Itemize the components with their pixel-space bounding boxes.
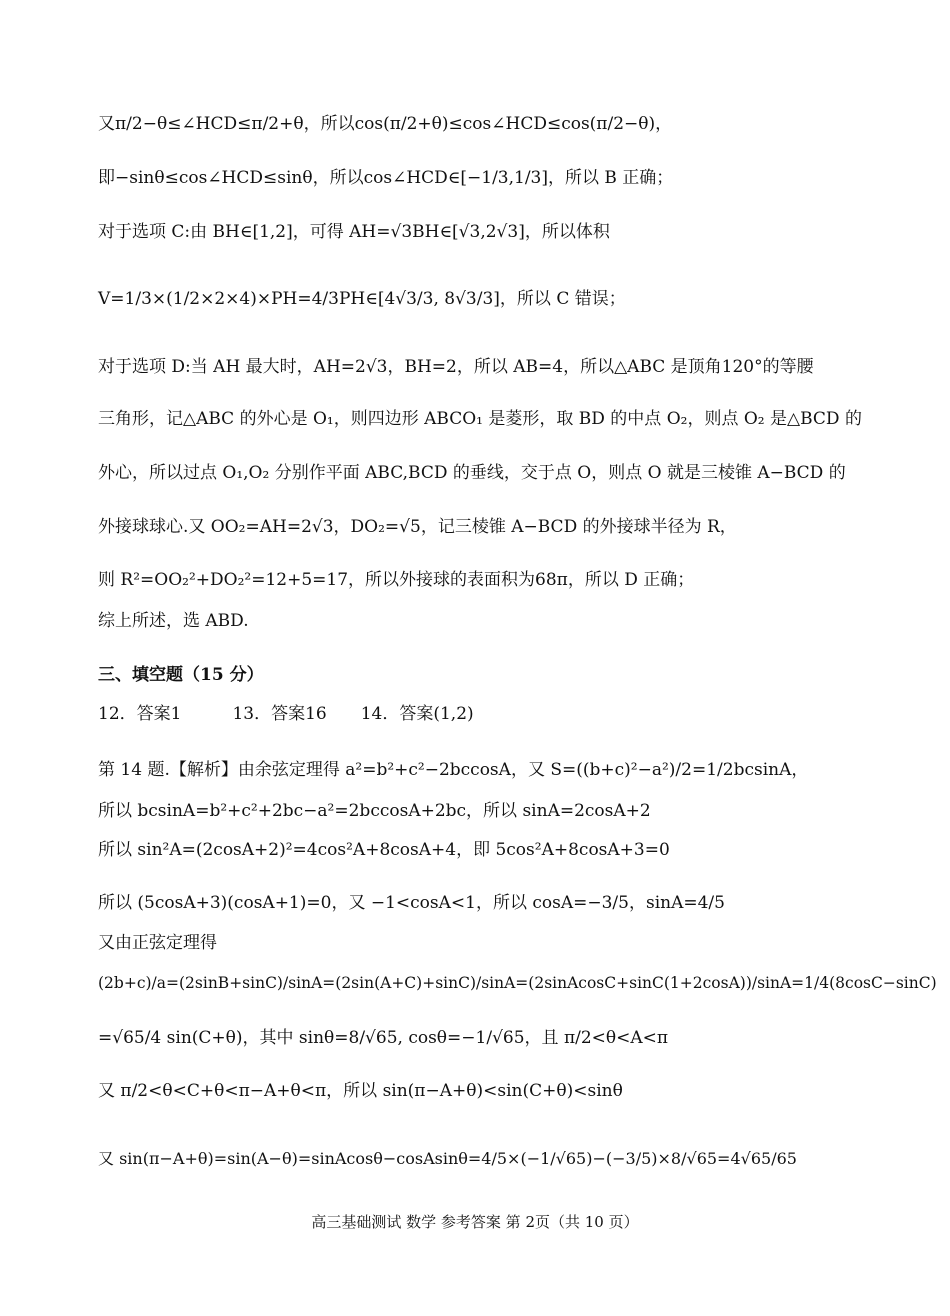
text-line-9: 则 R²=OO₂²+DO₂²=12+5=17，所以外接球的表面积为68π，所以 D 正确； bbox=[98, 570, 695, 590]
text-line-21: 又 sin(π−A+θ)=sin(A−θ)=sinAcosθ−cosAsinθ=4/5×(−1/√65)−(−3/5)×8/√65=4√65/65 bbox=[98, 1149, 797, 1168]
text-line-14: 所以 bcsinA=b²+c²+2bc−a²=2bccosA+2bc，所以 sinA=2cosA+2 bbox=[98, 801, 651, 821]
answers-line: 12．答案1 13．答案16 14．答案(1,2) bbox=[98, 704, 474, 724]
text-line-19: =√65/4 sin(C+θ)，其中 sinθ=8/√65, cosθ=−1/√65，且 π/2<θ<A<π bbox=[98, 1028, 669, 1048]
text-line-1: 又π/2−θ≤∠HCD≤π/2+θ，所以cos(π/2+θ)≤cos∠HCD≤cos(π/2−θ)， bbox=[98, 114, 673, 134]
text-line-6: 三角形，记△ABC 的外心是 O₁，则四边形 ABCO₁ 是菱形，取 BD 的中点 O₂，则点 O₂ 是△BCD 的 bbox=[98, 409, 862, 429]
text-line-15: 所以 sin²A=(2cosA+2)²=4cos²A+8cosA+4，即 5cos²A+8cosA+3=0 bbox=[98, 840, 670, 860]
text-line-7: 外心，所以过点 O₁,O₂ 分别作平面 ABC,BCD 的垂线，交于点 O，则点 O 就是三棱锥 A−BCD 的 bbox=[98, 463, 846, 483]
text-line-16: 所以 (5cosA+3)(cosA+1)=0，又 −1<cosA<1，所以 cosA=−3/5，sinA=4/5 bbox=[98, 893, 725, 913]
text-line-2: 即−sinθ≤cos∠HCD≤sinθ，所以cos∠HCD∈[−1/3,1/3]，所以 B 正确； bbox=[98, 168, 674, 188]
section-heading: 三、填空题（15 分） bbox=[98, 665, 264, 685]
text-line-13: 第 14 题.【解析】由余弦定理得 a²=b²+c²−2bccosA，又 S=((b+c)²−a²)/2=1/2bcsinA， bbox=[98, 760, 809, 780]
text-line-20: 又 π/2<θ<C+θ<π−A+θ<π，所以 sin(π−A+θ)<sin(C+θ)<sinθ bbox=[98, 1081, 623, 1101]
text-line-3: 对于选项 C:由 BH∈[1,2]，可得 AH=√3BH∈[√3,2√3]，所以体积 bbox=[98, 222, 610, 242]
text-line-5: 对于选项 D:当 AH 最大时，AH=2√3，BH=2，所以 AB=4，所以△ABC 是顶角120°的等腰 bbox=[98, 357, 814, 377]
page-footer: 高三基础测试 数学 参考答案 第 2页（共 10 页） bbox=[311, 1213, 639, 1231]
text-line-17: 又由正弦定理得 bbox=[98, 933, 217, 953]
text-line-10: 综上所述，选 ABD. bbox=[98, 611, 249, 631]
text-line-18: (2b+c)/a=(2sinB+sinC)/sinA=(2sin(A+C)+sinC)/sinA=(2sinAcosC+sinC(1+2cosA))/sinA=1/4(8cosC−sinC) bbox=[98, 974, 937, 992]
text-line-4: V=1/3×(1/2×2×4)×PH=4/3PH∈[4√3/3, 8√3/3]，所以 C 错误； bbox=[98, 289, 626, 309]
text-line-8: 外接球球心.又 OO₂=AH=2√3，DO₂=√5，记三棱锥 A−BCD 的外接球半径为 R， bbox=[98, 517, 737, 537]
